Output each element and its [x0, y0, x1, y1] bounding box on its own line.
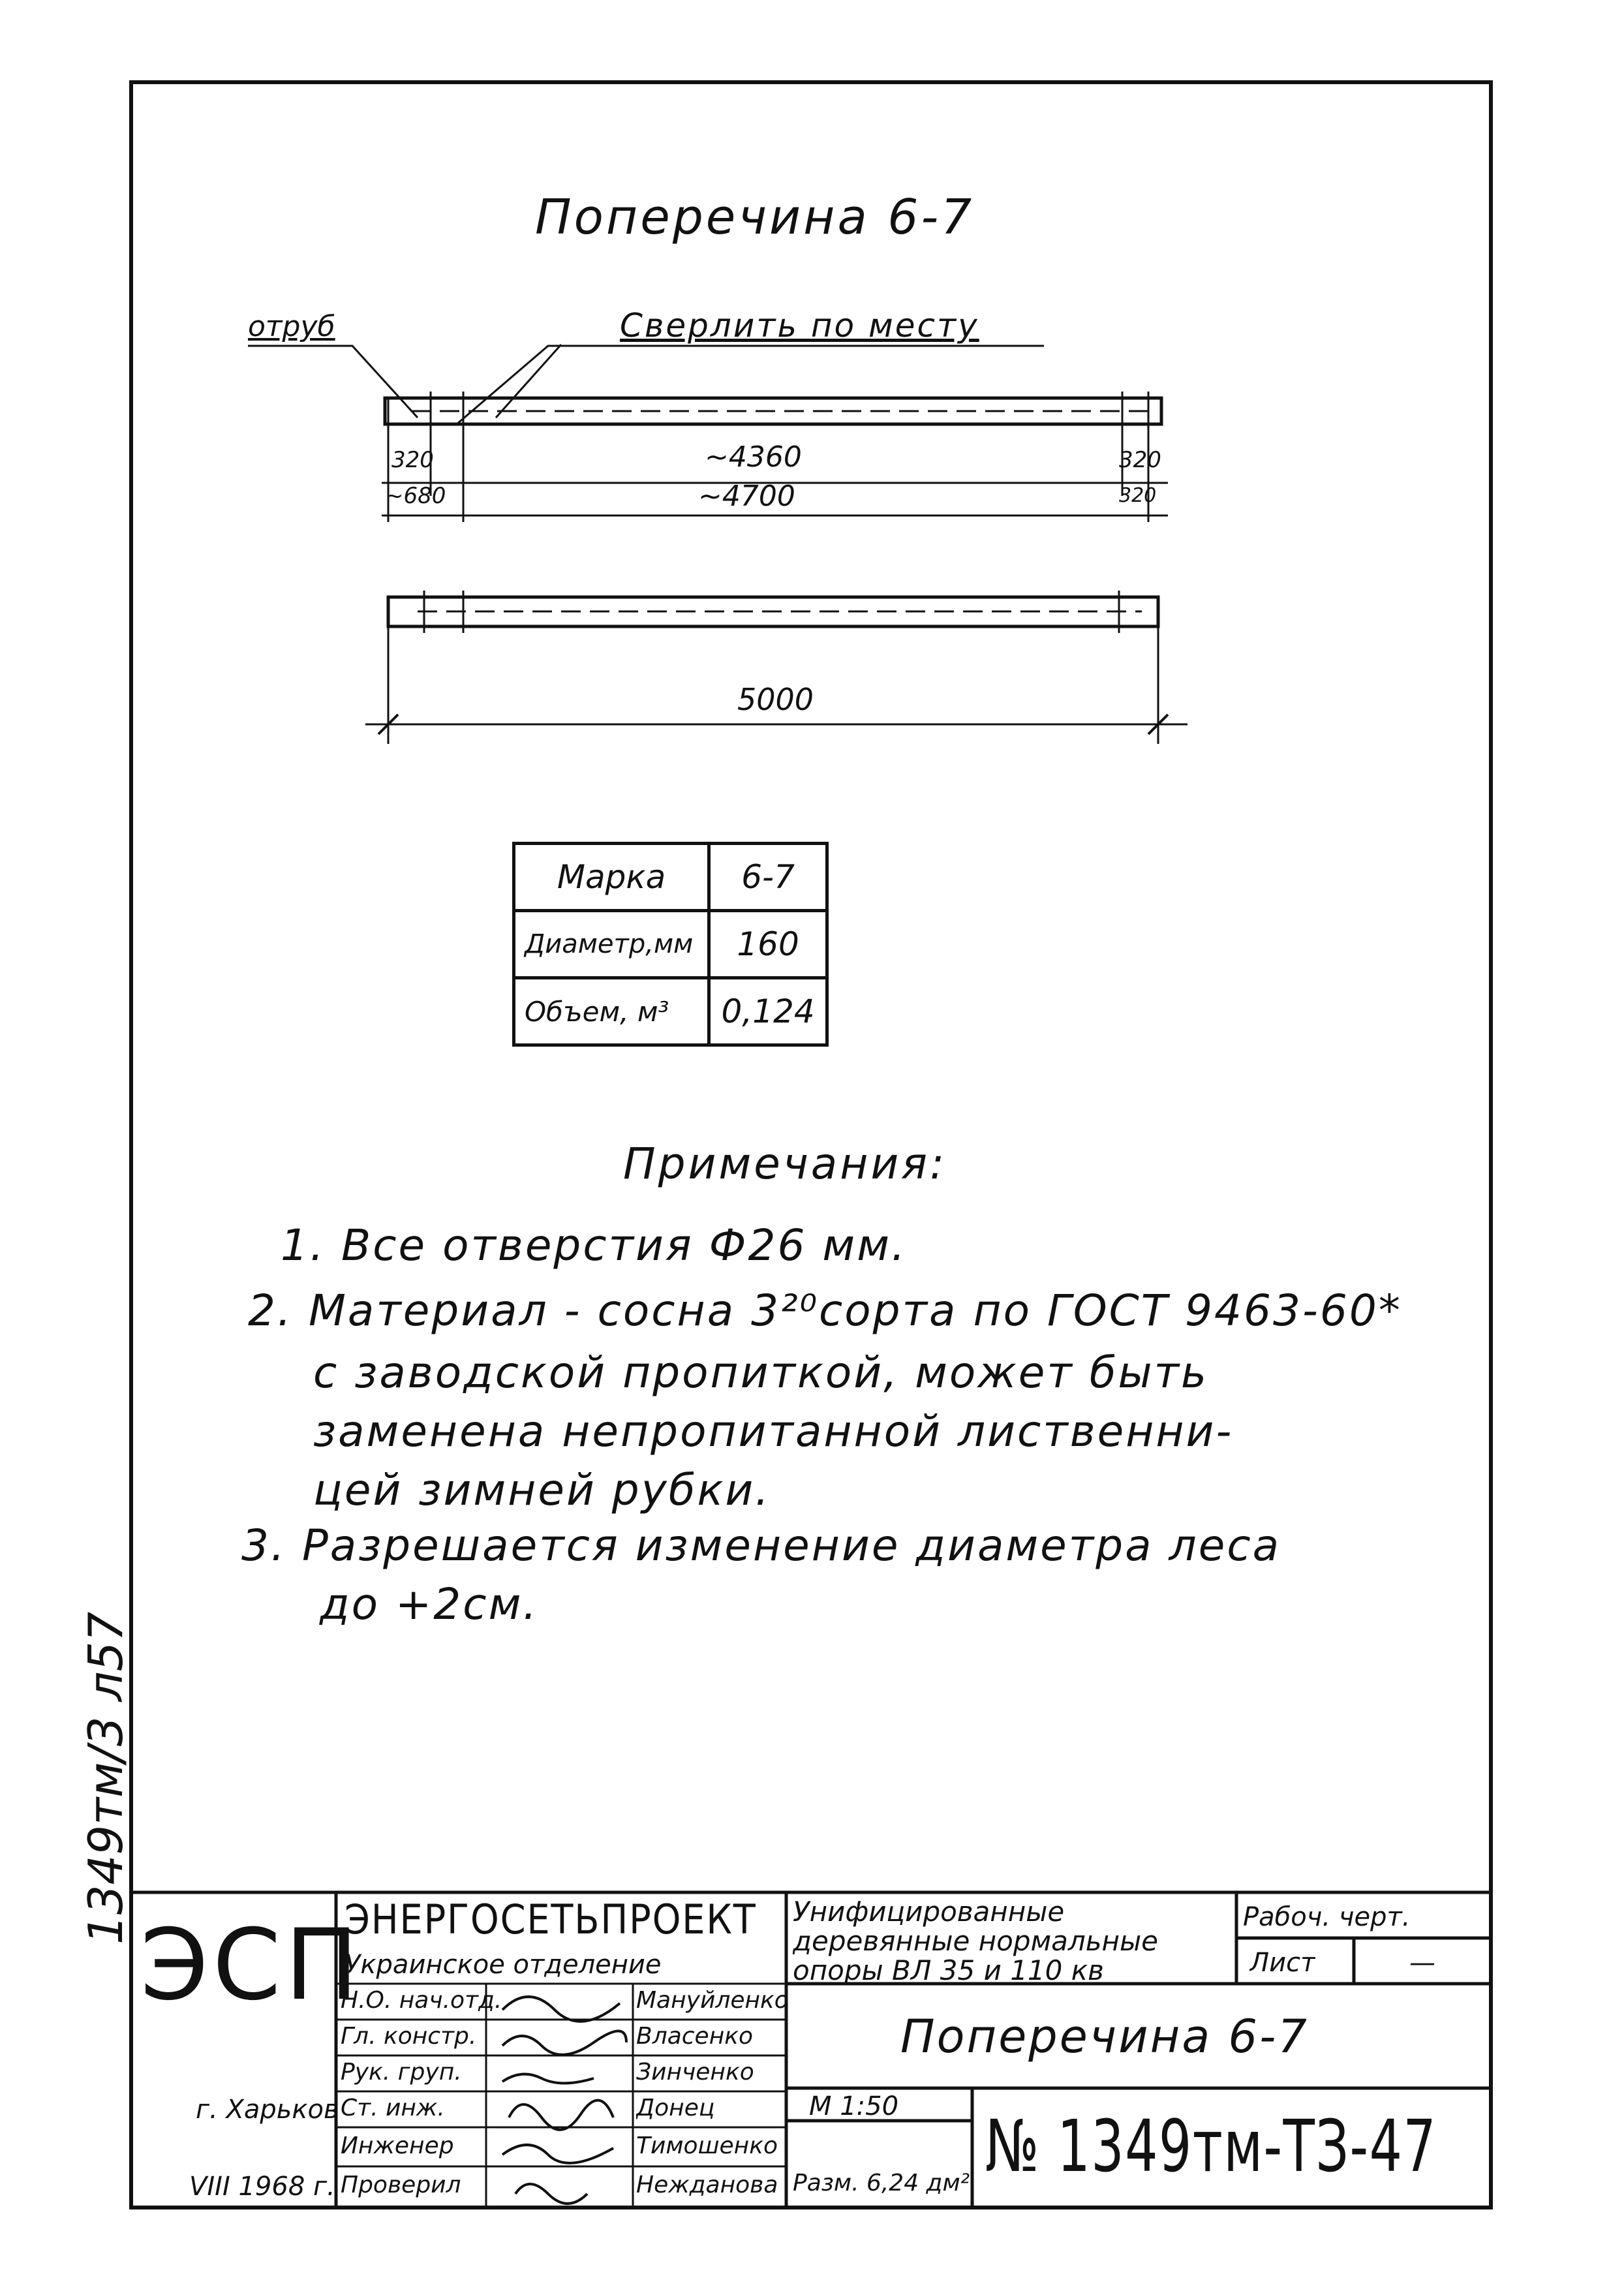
- spec-value: 6-7: [709, 844, 827, 911]
- role-label: Н.О. нач.отд.: [341, 1987, 502, 2014]
- spec-label: Диаметр,мм: [514, 911, 709, 978]
- spec-value: 0,124: [709, 978, 827, 1045]
- callout-drill: Сверлить по месту: [620, 307, 979, 345]
- stage-label: Рабоч. черт.: [1243, 1902, 1411, 1932]
- city: г. Харьков: [196, 2095, 339, 2125]
- spec-row: [514, 911, 827, 978]
- spec-label: Марка: [514, 844, 709, 911]
- note-line: 3. Разрешается изменение диаметра леса: [241, 1520, 1281, 1571]
- role-label: Инженер: [341, 2132, 454, 2159]
- role-name: Зинченко: [636, 2059, 754, 2085]
- dim-top-mid: ~4360: [705, 440, 802, 474]
- note-line: заменена непропитанной лиственни-: [313, 1406, 1234, 1456]
- sheet-label: Лист: [1249, 1948, 1316, 1978]
- doc-number: № 1349тм-ТЗ-47: [985, 2104, 1437, 2188]
- dim-bot-mid: ~4700: [698, 480, 795, 513]
- dim-top-left: 320: [391, 447, 434, 473]
- note-line: цей зимней рубки.: [313, 1465, 771, 1515]
- scale: М 1:50: [809, 2091, 899, 2121]
- project-desc-2: деревянные нормальные: [793, 1925, 1158, 1957]
- org-name: ЭНЕРГОСЕТЬПРОЕКТ: [345, 1896, 757, 1943]
- role-name: Тимошенко: [636, 2132, 778, 2159]
- spec-value: 160: [709, 911, 827, 978]
- date: VIII 1968 г.: [189, 2172, 335, 2202]
- note-line: до +2см.: [320, 1579, 539, 1629]
- spec-label: Объем, м³: [514, 978, 709, 1045]
- dim-bot-right: 320: [1119, 484, 1157, 507]
- project-desc-1: Унифицированные: [793, 1896, 1065, 1928]
- note-line: с заводской пропиткой, может быть: [313, 1347, 1208, 1398]
- dim-top-right: 320: [1119, 447, 1161, 473]
- role-name: Власенко: [636, 2023, 754, 2050]
- callout-otrub: отруб: [248, 310, 335, 343]
- role-label: Ст. инж.: [341, 2095, 445, 2121]
- org-branch: Украинское отделение: [345, 1950, 662, 1980]
- dim-bot-left: ~680: [385, 483, 446, 509]
- role-label: Гл. констр.: [341, 2023, 477, 2050]
- role-name: Мануйленко: [636, 1987, 789, 2014]
- notes-heading: Примечания:: [623, 1139, 947, 1189]
- spec-row: [514, 978, 827, 1045]
- sheet-title: Поперечина 6-7: [900, 2010, 1309, 2063]
- note-line: 2. Материал - сосна 3²⁰сорта по ГОСТ 9463-60*: [248, 1285, 1402, 1336]
- role-label: Проверил: [341, 2172, 461, 2198]
- spec-table: [512, 842, 829, 1047]
- signatures: [489, 1984, 633, 2206]
- org-logo: ЭСП: [140, 1909, 363, 2022]
- role-name: Нежданова: [636, 2172, 778, 2198]
- sheet-value: —: [1409, 1948, 1435, 1978]
- drawing-title: Поперечина 6-7: [535, 189, 975, 245]
- side-archive-note: 1349тм/3 л57: [78, 1611, 133, 1945]
- role-name: Донец: [636, 2095, 715, 2121]
- format-size: Разм. 6,24 дм²: [793, 2170, 970, 2196]
- note-line: 1. Все отверстия Ф26 мм.: [281, 1220, 907, 1270]
- project-desc-3: опоры ВЛ 35 и 110 кв: [793, 1954, 1104, 1986]
- spec-row: [514, 844, 827, 911]
- dim-total: 5000: [737, 682, 814, 717]
- role-label: Рук. груп.: [341, 2059, 462, 2085]
